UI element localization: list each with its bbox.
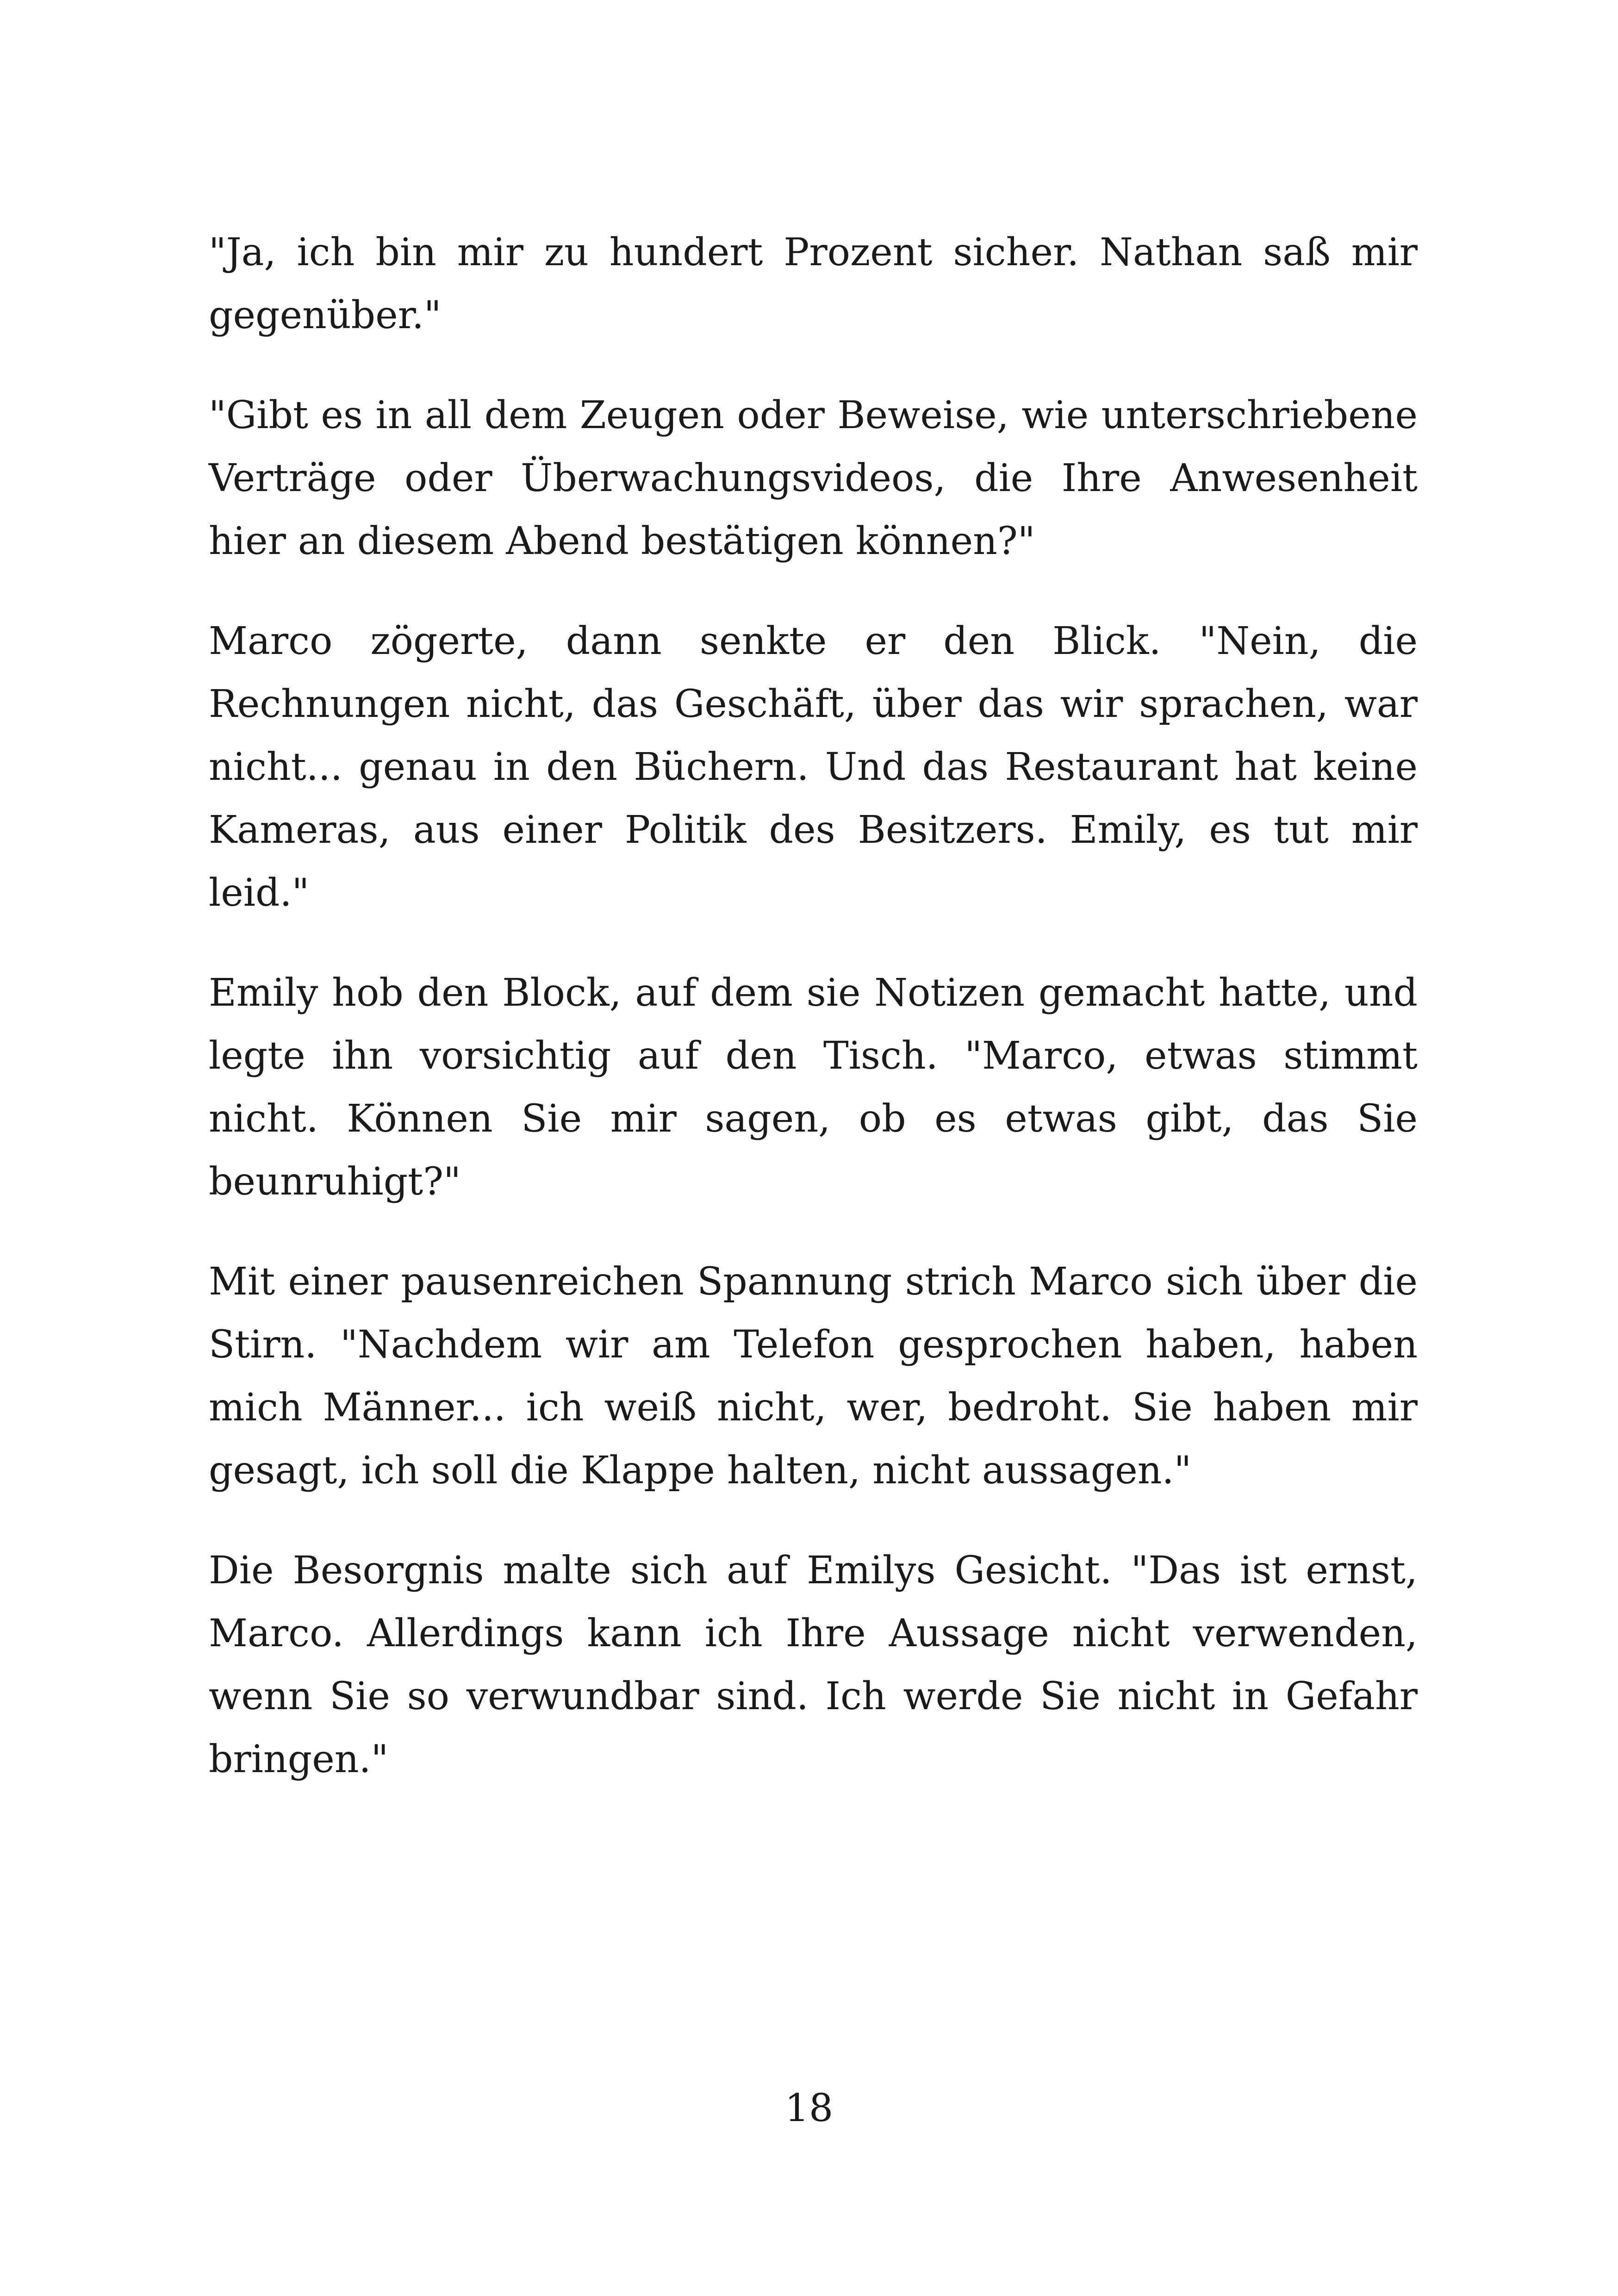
paragraph-6: Die Besorgnis malte sich auf Emilys Gesicht. "Das ist ernst, Marco. Allerdings kann ich Ihre Aussage nicht verwenden, wenn Sie so verwundbar sind. Ich werde Sie nicht in Gefahr bringen.": [209, 1549, 1418, 1781]
body-text: [209, 221, 1418, 1828]
paragraph-4: Emily hob den Block, auf dem sie Notizen gemacht hatte, und legte ihn vorsichtig auf den Tisch. "Marco, etwas stimmt nicht. Können Sie mir sagen, ob es etwas gibt, das Sie beunruhigt?": [209, 971, 1418, 1204]
page-number: 18: [784, 2086, 834, 2130]
paragraph-2: "Gibt es in all dem Zeugen oder Beweise, wie unterschriebene Verträge oder Überwachungsvideos, die Ihre Anwesenheit hier an diesem Abend bestätigen können?": [209, 393, 1418, 563]
paragraph-3: Marco zögerte, dann senkte er den Blick. "Nein, die Rechnungen nicht, das Geschäft, über das wir sprachen, war nicht... genau in den Büchern. Und das Restaurant hat keine Kameras, aus einer Politik des Besitzers. Emily, es tut mir leid.": [209, 619, 1418, 915]
paragraph-1: "Ja, ich bin mir zu hundert Prozent sicher. Nathan saß mir gegenüber.": [209, 230, 1418, 337]
paragraph-5: Mit einer pausenreichen Spannung strich Marco sich über die Stirn. "Nachdem wir am Telefon gesprochen haben, haben mich Männer... ich weiß nicht, wer, bedroht. Sie haben mir gesagt, ich soll die Klappe halten, nicht aussagen.": [209, 1260, 1418, 1493]
